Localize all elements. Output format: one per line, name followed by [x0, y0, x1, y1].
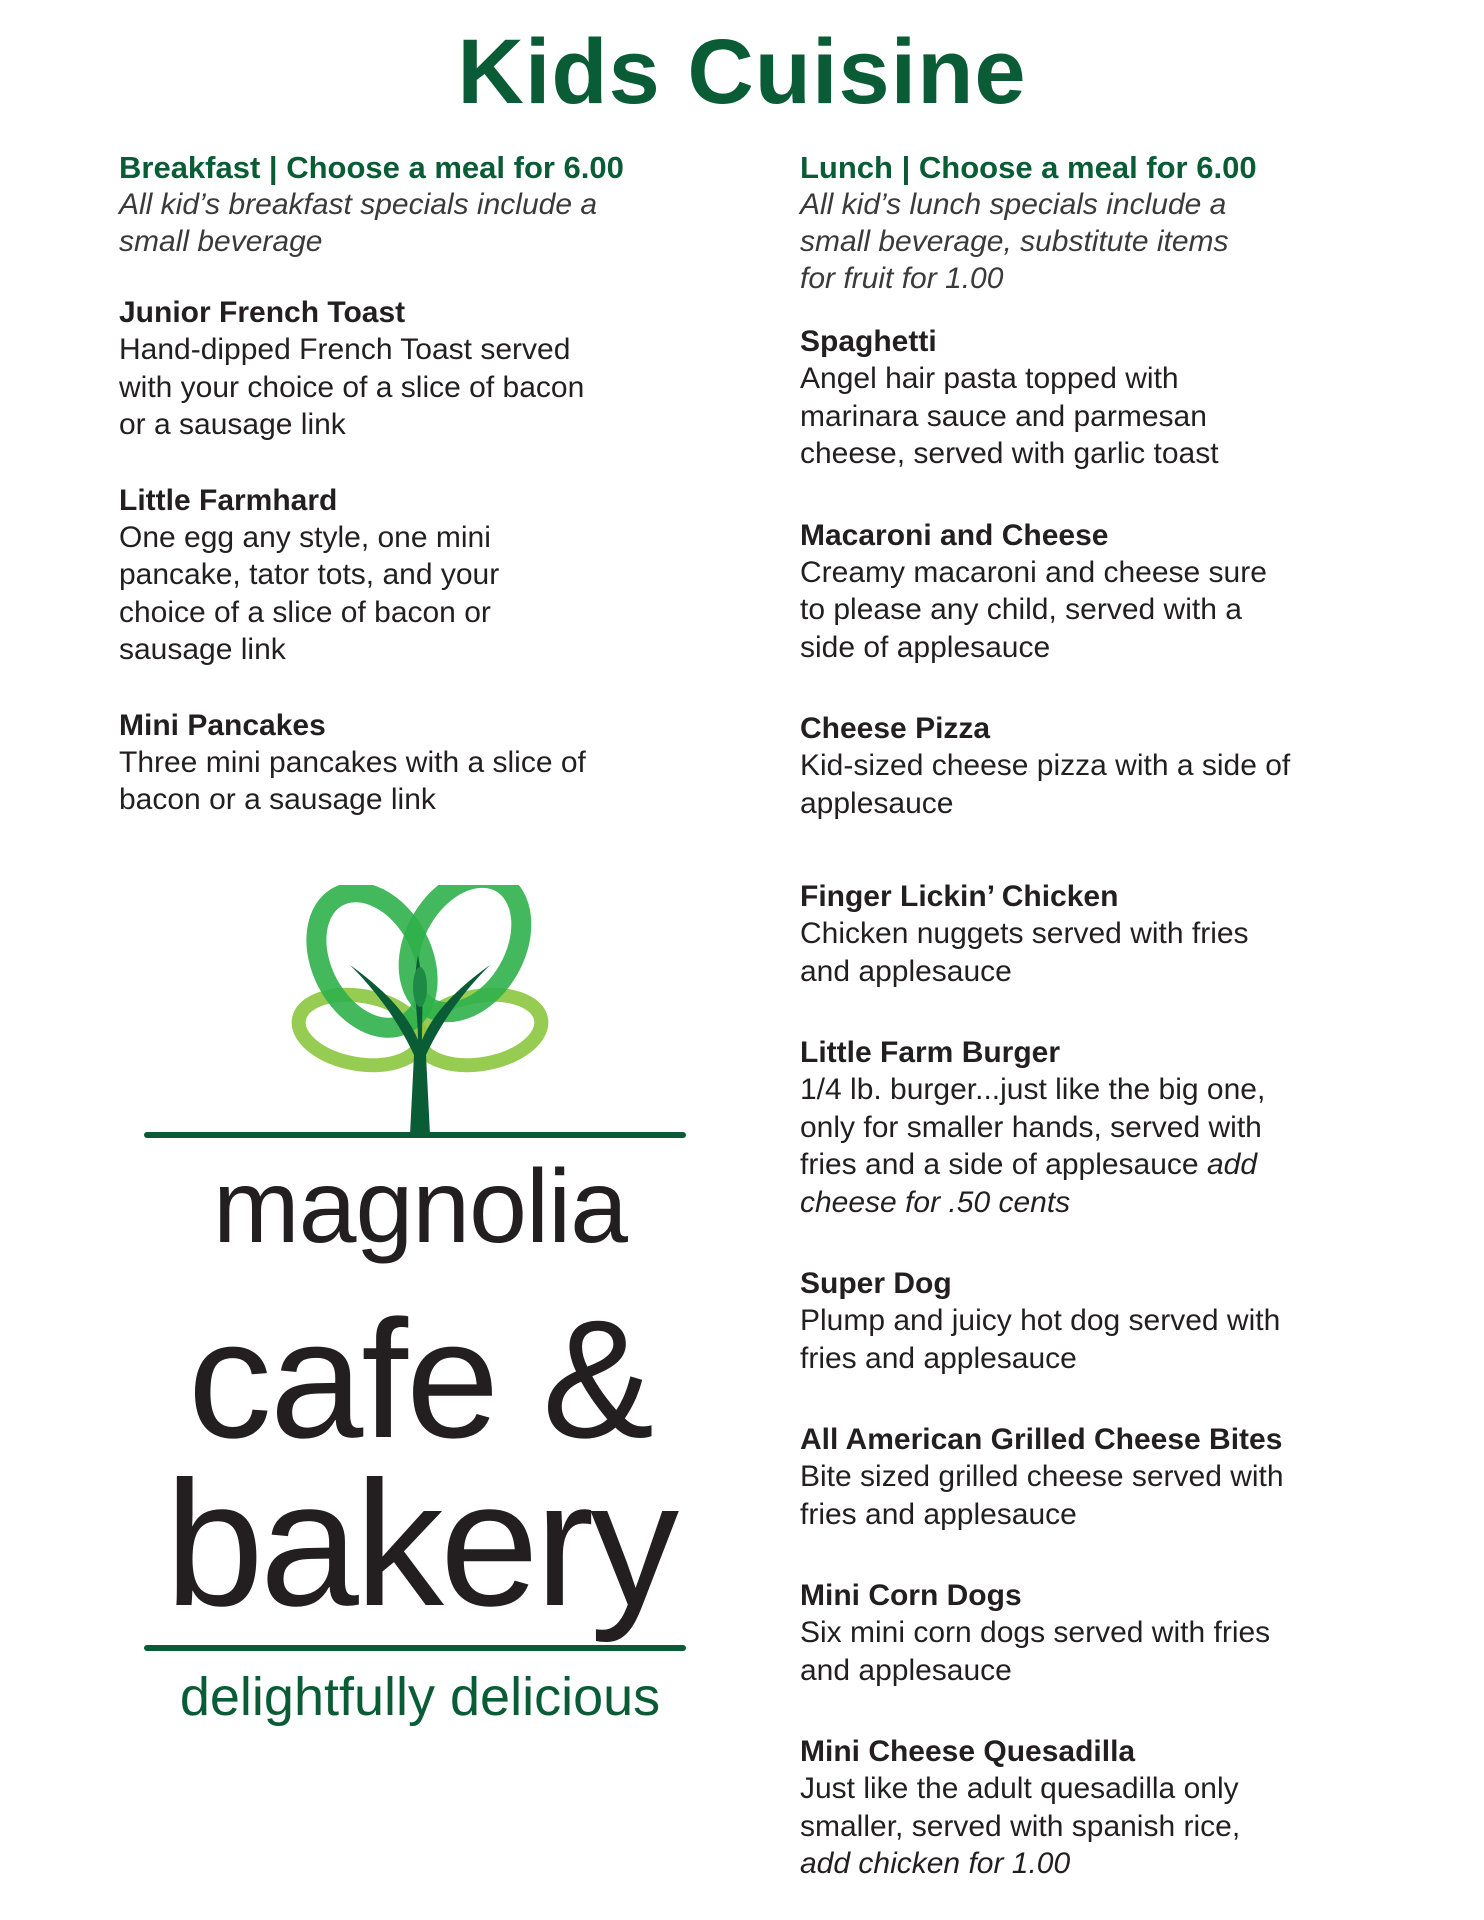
menu-item-mini-cheese-quesadilla — [800, 1733, 1420, 1883]
item-desc-text: fries and a side of applesauce — [800, 1148, 1199, 1181]
breakfast-heading: Breakfast | Choose a meal for 6.00 — [119, 150, 624, 185]
lunch-note-line: small beverage, substitute items — [800, 225, 1229, 258]
item-desc-line: sausage link — [119, 633, 286, 666]
item-desc-line: Six mini corn dogs served with fries — [800, 1616, 1271, 1649]
item-desc-line: Angel hair pasta topped with — [800, 362, 1179, 395]
menu-item-spaghetti — [800, 323, 1420, 473]
lunch-note-line: for fruit for 1.00 — [800, 262, 1004, 295]
logo-word-bakery: bakery — [164, 1444, 676, 1643]
item-name: Mini Pancakes — [119, 708, 326, 742]
breakfast-section — [119, 150, 699, 819]
item-desc-line: marinara sauce and parmesan — [800, 399, 1207, 433]
menu-item-grilled-cheese-bites — [800, 1421, 1420, 1533]
magnolia-tree-icon — [290, 885, 550, 1135]
menu-item-mini-corn-dogs — [800, 1577, 1420, 1689]
item-desc-line: 1/4 lb. burger...just like the big one, — [800, 1073, 1266, 1106]
item-desc-line: with your choice of a slice of bacon — [119, 370, 585, 404]
item-desc-line: side of applesauce — [800, 630, 1051, 664]
lunch-heading: Lunch | Choose a meal for 6.00 — [800, 150, 1257, 185]
item-desc-line: smaller, served with spanish rice, — [800, 1809, 1241, 1843]
item-desc-line: Plump and juicy hot dog served with — [800, 1304, 1281, 1337]
item-desc-line: fries and applesauce — [800, 1497, 1077, 1531]
breakfast-note-line: All kid’s breakfast specials include a — [119, 188, 598, 221]
item-addon-inline: add — [1206, 1148, 1258, 1181]
menu-item-little-farmhard — [119, 482, 699, 669]
magnolia-logo — [140, 885, 700, 1735]
page-title: Kids Cuisine — [457, 21, 1027, 123]
item-desc-line: Just like the adult quesadilla only — [800, 1772, 1239, 1805]
item-name: Mini Cheese Quesadilla — [800, 1735, 1136, 1768]
item-name: Junior French Toast — [119, 296, 406, 329]
menu-item-macaroni-and-cheese — [800, 517, 1420, 667]
item-name: Macaroni and Cheese — [800, 518, 1109, 552]
menu-item-finger-lickin-chicken — [800, 878, 1420, 990]
breakfast-note-line: small beverage — [119, 225, 323, 258]
lunch-note-line: All kid’s lunch specials include a — [800, 188, 1227, 221]
item-desc-line — [800, 1184, 1420, 1222]
item-name: Cheese Pizza — [800, 712, 991, 745]
item-desc-line: choice of a slice of bacon or — [119, 595, 491, 629]
item-desc-line: Chicken nuggets served with fries — [800, 917, 1249, 950]
item-desc-line — [800, 1146, 1420, 1184]
lunch-section — [800, 150, 1420, 1883]
logo-bottom-rule — [144, 1645, 686, 1651]
item-desc-line: Bite sized grilled cheese served with — [800, 1460, 1284, 1493]
item-desc-line: fries and applesauce — [800, 1341, 1077, 1375]
item-addon: add chicken for 1.00 — [800, 1847, 1071, 1880]
item-desc-line — [800, 1845, 1420, 1883]
item-desc-line: or a sausage link — [119, 408, 346, 441]
item-desc-line: Kid-sized cheese pizza with a side of — [800, 749, 1291, 782]
item-desc-line: to please any child, served with a — [800, 593, 1242, 626]
item-name: Little Farmhard — [119, 483, 338, 517]
item-name: Little Farm Burger — [800, 1036, 1061, 1069]
item-desc-line: cheese, served with garlic toast — [800, 437, 1219, 470]
item-desc-line: Hand-dipped French Toast served — [119, 333, 571, 366]
item-desc-line: Three mini pancakes with a slice of — [119, 745, 586, 779]
item-desc-line: only for smaller hands, served with — [800, 1110, 1262, 1144]
item-addon: cheese for .50 cents — [800, 1185, 1071, 1219]
item-name: Super Dog — [800, 1267, 952, 1300]
logo-top-rule — [144, 1132, 686, 1138]
menu-item-little-farm-burger — [800, 1034, 1420, 1221]
item-name: Mini Corn Dogs — [800, 1579, 1022, 1612]
logo-tagline: delightfully delicious — [179, 1667, 661, 1727]
logo-word-magnolia: magnolia — [212, 1149, 628, 1265]
item-desc-line: and applesauce — [800, 954, 1012, 988]
menu-item-junior-french-toast — [119, 294, 699, 444]
item-desc-line: pancake, tator tots, and your — [119, 558, 500, 591]
item-desc-line: One egg any style, one mini — [119, 520, 491, 554]
menu-item-cheese-pizza — [800, 710, 1420, 822]
item-name: Spaghetti — [800, 325, 937, 358]
item-name: Finger Lickin’ Chicken — [800, 880, 1119, 913]
item-desc-line: Creamy macaroni and cheese sure — [800, 555, 1267, 589]
item-desc-line: and applesauce — [800, 1653, 1012, 1687]
item-desc-line: applesauce — [800, 786, 954, 820]
item-desc-line: bacon or a sausage link — [119, 783, 436, 816]
item-name: All American Grilled Cheese Bites — [800, 1423, 1283, 1456]
menu-item-super-dog — [800, 1265, 1420, 1377]
logo-word-cafe: cafe & — [187, 1285, 653, 1473]
menu-item-mini-pancakes — [119, 707, 699, 819]
